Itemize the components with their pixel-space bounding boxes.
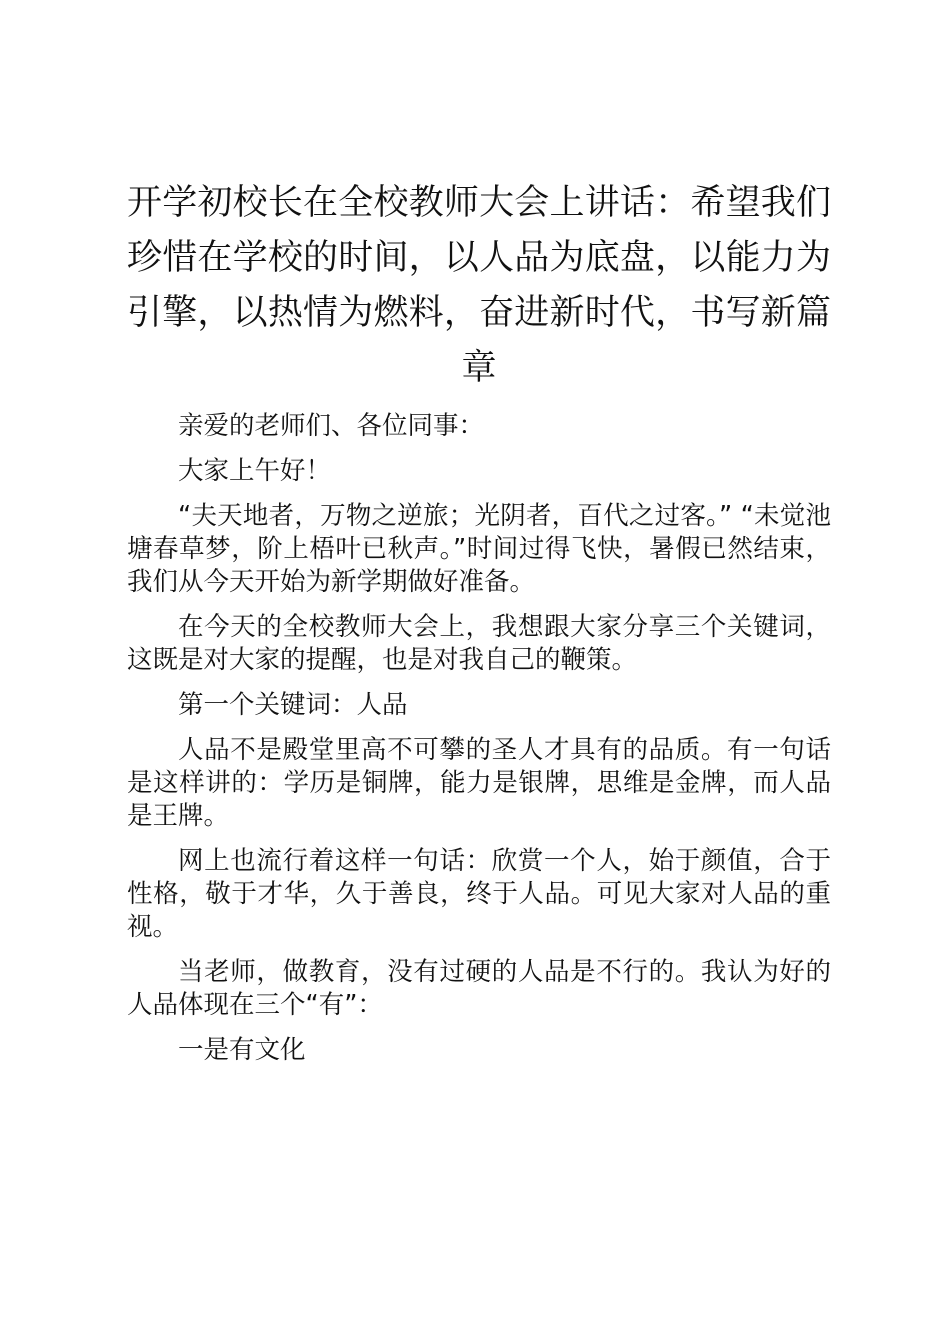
salutation-paragraph: 亲爱的老师们、各位同事：: [178, 411, 485, 441]
character-definition-paragraph: 人品不是殿堂里高不可攀的圣人才具有的品质。有一句话是这样讲的：学历是铜牌，能力是银牌，思维是金牌，而人品是王牌。: [127, 735, 831, 831]
greeting-paragraph: 大家上午好！: [178, 456, 332, 486]
document-title: 开学初校长在全校教师大会上讲话：希望我们珍惜在学校的时间，以人品为底盘，以能力为引擎，以热情为燃料，奋进新时代，书写新篇章: [127, 183, 831, 388]
document-body: [127, 176, 831, 1079]
first-point-heading: 一是有文化: [178, 1035, 306, 1065]
online-saying-paragraph: 网上也流行着这样一句话：欣赏一个人，始于颜值，合于性格，敬于才华，久于善良，终于人品。可见大家对人品的重视。: [127, 846, 831, 942]
first-keyword-heading: 第一个关键词：人品: [178, 690, 408, 720]
teacher-character-paragraph: 当老师，做教育，没有过硬的人品是不行的。我认为好的人品体现在三个“有”：: [127, 957, 831, 1020]
quote-paragraph: “夫天地者，万物之逆旅；光阴者，百代之过客。” “未觉池塘春草梦，阶上梧叶已秋声。”时间过得飞快，暑假已然结束，我们从今天开始为新学期做好准备。: [127, 501, 831, 597]
keywords-intro-paragraph: 在今天的全校教师大会上，我想跟大家分享三个关键词，这既是对大家的提醒，也是对我自己的鞭策。: [127, 612, 831, 675]
